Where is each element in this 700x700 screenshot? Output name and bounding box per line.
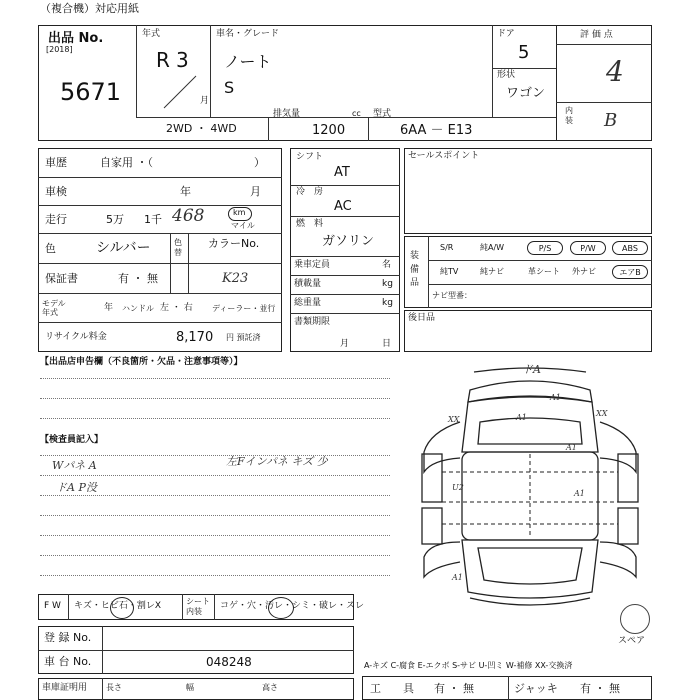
diagram-mark-3: A1: [550, 393, 561, 402]
year-value: 3: [176, 48, 189, 72]
diagram-mark-5: U2: [452, 483, 464, 492]
mileage-mile: マイル: [231, 221, 255, 230]
interior-label: 内装: [565, 106, 573, 125]
defect-interior: コゲ・穴・汚レ・シミ・破レ・スレ: [220, 601, 365, 611]
declaration-label: 【出品店申告欄（不良箇所・欠品・注意事項等）】: [40, 357, 243, 367]
inspection-year: 年: [180, 185, 191, 198]
year-month: 月: [200, 96, 210, 106]
color-code-label: カラーNo.: [208, 237, 260, 250]
fuel-value: ガソリン: [322, 234, 375, 249]
color-change-label: 色替: [174, 238, 182, 257]
history-label: 車歴: [45, 156, 67, 169]
equip-pw: P/W: [570, 241, 606, 255]
grade: S: [224, 78, 235, 97]
equip-tv: 純TV: [440, 267, 459, 276]
score-label: 評 価 点: [580, 30, 613, 40]
weight-label: 総重量: [294, 298, 322, 308]
inspector-label: 【検査員記入】: [40, 435, 104, 445]
car-damage-diagram: [410, 362, 650, 628]
defect-fw: F W: [44, 601, 61, 611]
warranty-value: 有 ・ 無: [118, 272, 158, 285]
score-value: 4: [606, 55, 624, 88]
color-value: シルバー: [96, 240, 151, 256]
inspector-note-2: ドA P没: [56, 481, 97, 494]
load-label: 積載量: [294, 279, 322, 289]
docs-label: 書類期限: [294, 317, 331, 327]
displacement-label: 排気量: [273, 109, 301, 119]
inspector-note-1: Wパネ A: [52, 459, 97, 472]
aftermarket-box: [404, 310, 652, 352]
inspector-note-3: 左Fインパネ キズ 少: [226, 455, 328, 468]
history-close: ）: [254, 156, 265, 169]
defect-seat-label: シート内装: [186, 597, 210, 616]
equip-airbag: エアB: [612, 265, 648, 279]
door-label: ドア: [497, 29, 515, 39]
fuel-label: 燃 料: [296, 219, 324, 229]
recycle-label: リサイクル料金: [45, 332, 107, 342]
garage-width: 幅: [186, 683, 194, 692]
equip-sr: S/R: [440, 243, 454, 252]
equip-ext-navi: 外ナビ: [572, 267, 596, 276]
defect-circle-2: [268, 597, 294, 619]
diagram-front-mark: ドA: [522, 363, 541, 376]
aftermarket-label: 後日品: [408, 313, 436, 323]
docs-month: 月: [340, 339, 350, 349]
sales-point-label: セールスポイント: [408, 151, 480, 161]
defect-circle-1: [110, 597, 134, 619]
defect-exterior: キズ・ヒビ石・割レX: [74, 601, 161, 611]
year-slash: [160, 74, 200, 110]
handle-label: ハンドル: [122, 304, 154, 313]
tools-label: 工 具: [370, 682, 414, 695]
year-era: R: [156, 48, 170, 72]
docs-day: 日: [382, 339, 392, 349]
model-year-year: 年: [104, 303, 114, 313]
shift-label: シフト: [296, 152, 324, 162]
registration-label: 登 録 No.: [44, 631, 92, 644]
equip-ps: P/S: [527, 241, 563, 255]
displacement-unit: cc: [352, 109, 361, 118]
diagram-mark-4: A1: [566, 443, 577, 452]
equip-leather: 革シート: [528, 267, 560, 276]
inspection-month: 月: [250, 185, 261, 198]
diagram-mark-1: XX: [448, 415, 460, 424]
lot-label: 出品 No.: [48, 31, 104, 46]
warranty-label: 保証書: [45, 272, 78, 285]
dealer-value: ディーラー・並行: [212, 304, 276, 313]
shift-value: AT: [334, 165, 350, 180]
garage-label: 車庫証明用: [42, 683, 88, 693]
spare-label: スペア: [618, 636, 646, 646]
sheet-title: （複合機）対応用紙: [40, 2, 139, 15]
year-label: 年式: [142, 29, 161, 39]
history-value: 自家用 ・（: [100, 156, 153, 169]
door-value: 5: [518, 42, 530, 63]
color-label: 色: [45, 242, 56, 255]
shape-label: 形状: [497, 70, 516, 80]
garage-height: 高さ: [262, 683, 278, 692]
capacity-unit: 名: [382, 260, 392, 270]
spare-tire-circle: [620, 604, 650, 634]
ac-label: 冷 房: [296, 187, 324, 197]
model-code-label: 型式: [373, 109, 392, 119]
ac-value: AC: [334, 199, 352, 214]
mileage-km: km: [233, 208, 246, 217]
model-code-value: 6AA － E13: [400, 123, 473, 138]
jack-label: ジャッキ: [514, 682, 558, 695]
name-label: 車名・グレード: [216, 29, 280, 39]
lot-year-tag: [2018]: [46, 45, 73, 54]
diagram-mark-7: XX: [596, 409, 608, 418]
capacity-label: 乗車定員: [294, 260, 331, 270]
drive-options: 2WD ・ 4WD: [166, 122, 237, 135]
load-unit: kg: [382, 279, 393, 289]
mileage-handwritten: 468: [172, 206, 205, 226]
chassis-value: 048248: [206, 655, 252, 669]
recycle-unit: 円 預託済: [226, 333, 261, 342]
inspection-label: 車検: [45, 185, 67, 198]
garage-length: 長さ: [106, 683, 122, 692]
diagram-mark-2: A1: [516, 413, 527, 422]
equipment-label: 装備品: [410, 251, 420, 288]
interior-value: B: [604, 110, 618, 131]
mileage-man: 5万: [106, 213, 124, 226]
diagram-mark-6: A1: [574, 489, 585, 498]
equip-aw: 純A/W: [480, 243, 505, 252]
model-year-label: モデル年式: [42, 299, 66, 317]
mileage-sen: 1千: [144, 213, 162, 226]
mileage-label: 走行: [45, 213, 67, 226]
shape-value: ワゴン: [506, 86, 546, 101]
equip-abs: ABS: [612, 241, 648, 255]
model-name: ノート: [224, 52, 272, 71]
lot-number: 5671: [60, 78, 122, 106]
equip-navi: 純ナビ: [480, 267, 504, 276]
recycle-value: 8,170: [176, 330, 214, 345]
diagram-mark-8: A1: [452, 573, 463, 582]
color-code-value: K23: [222, 271, 249, 286]
weight-unit: kg: [382, 298, 393, 308]
damage-legend: A-キズ C-腐食 E-エクボ S-サビ U-凹ミ W-補修 XX-交換済: [364, 661, 573, 670]
chassis-label: 車 台 No.: [44, 655, 92, 668]
tools-value: 有 ・ 無: [434, 682, 474, 695]
displacement-value: 1200: [312, 123, 346, 138]
jack-value: 有 ・ 無: [580, 682, 620, 695]
handle-value: 左 ・ 右: [160, 303, 193, 313]
navi-model-label: ナビ型番：: [432, 291, 472, 300]
